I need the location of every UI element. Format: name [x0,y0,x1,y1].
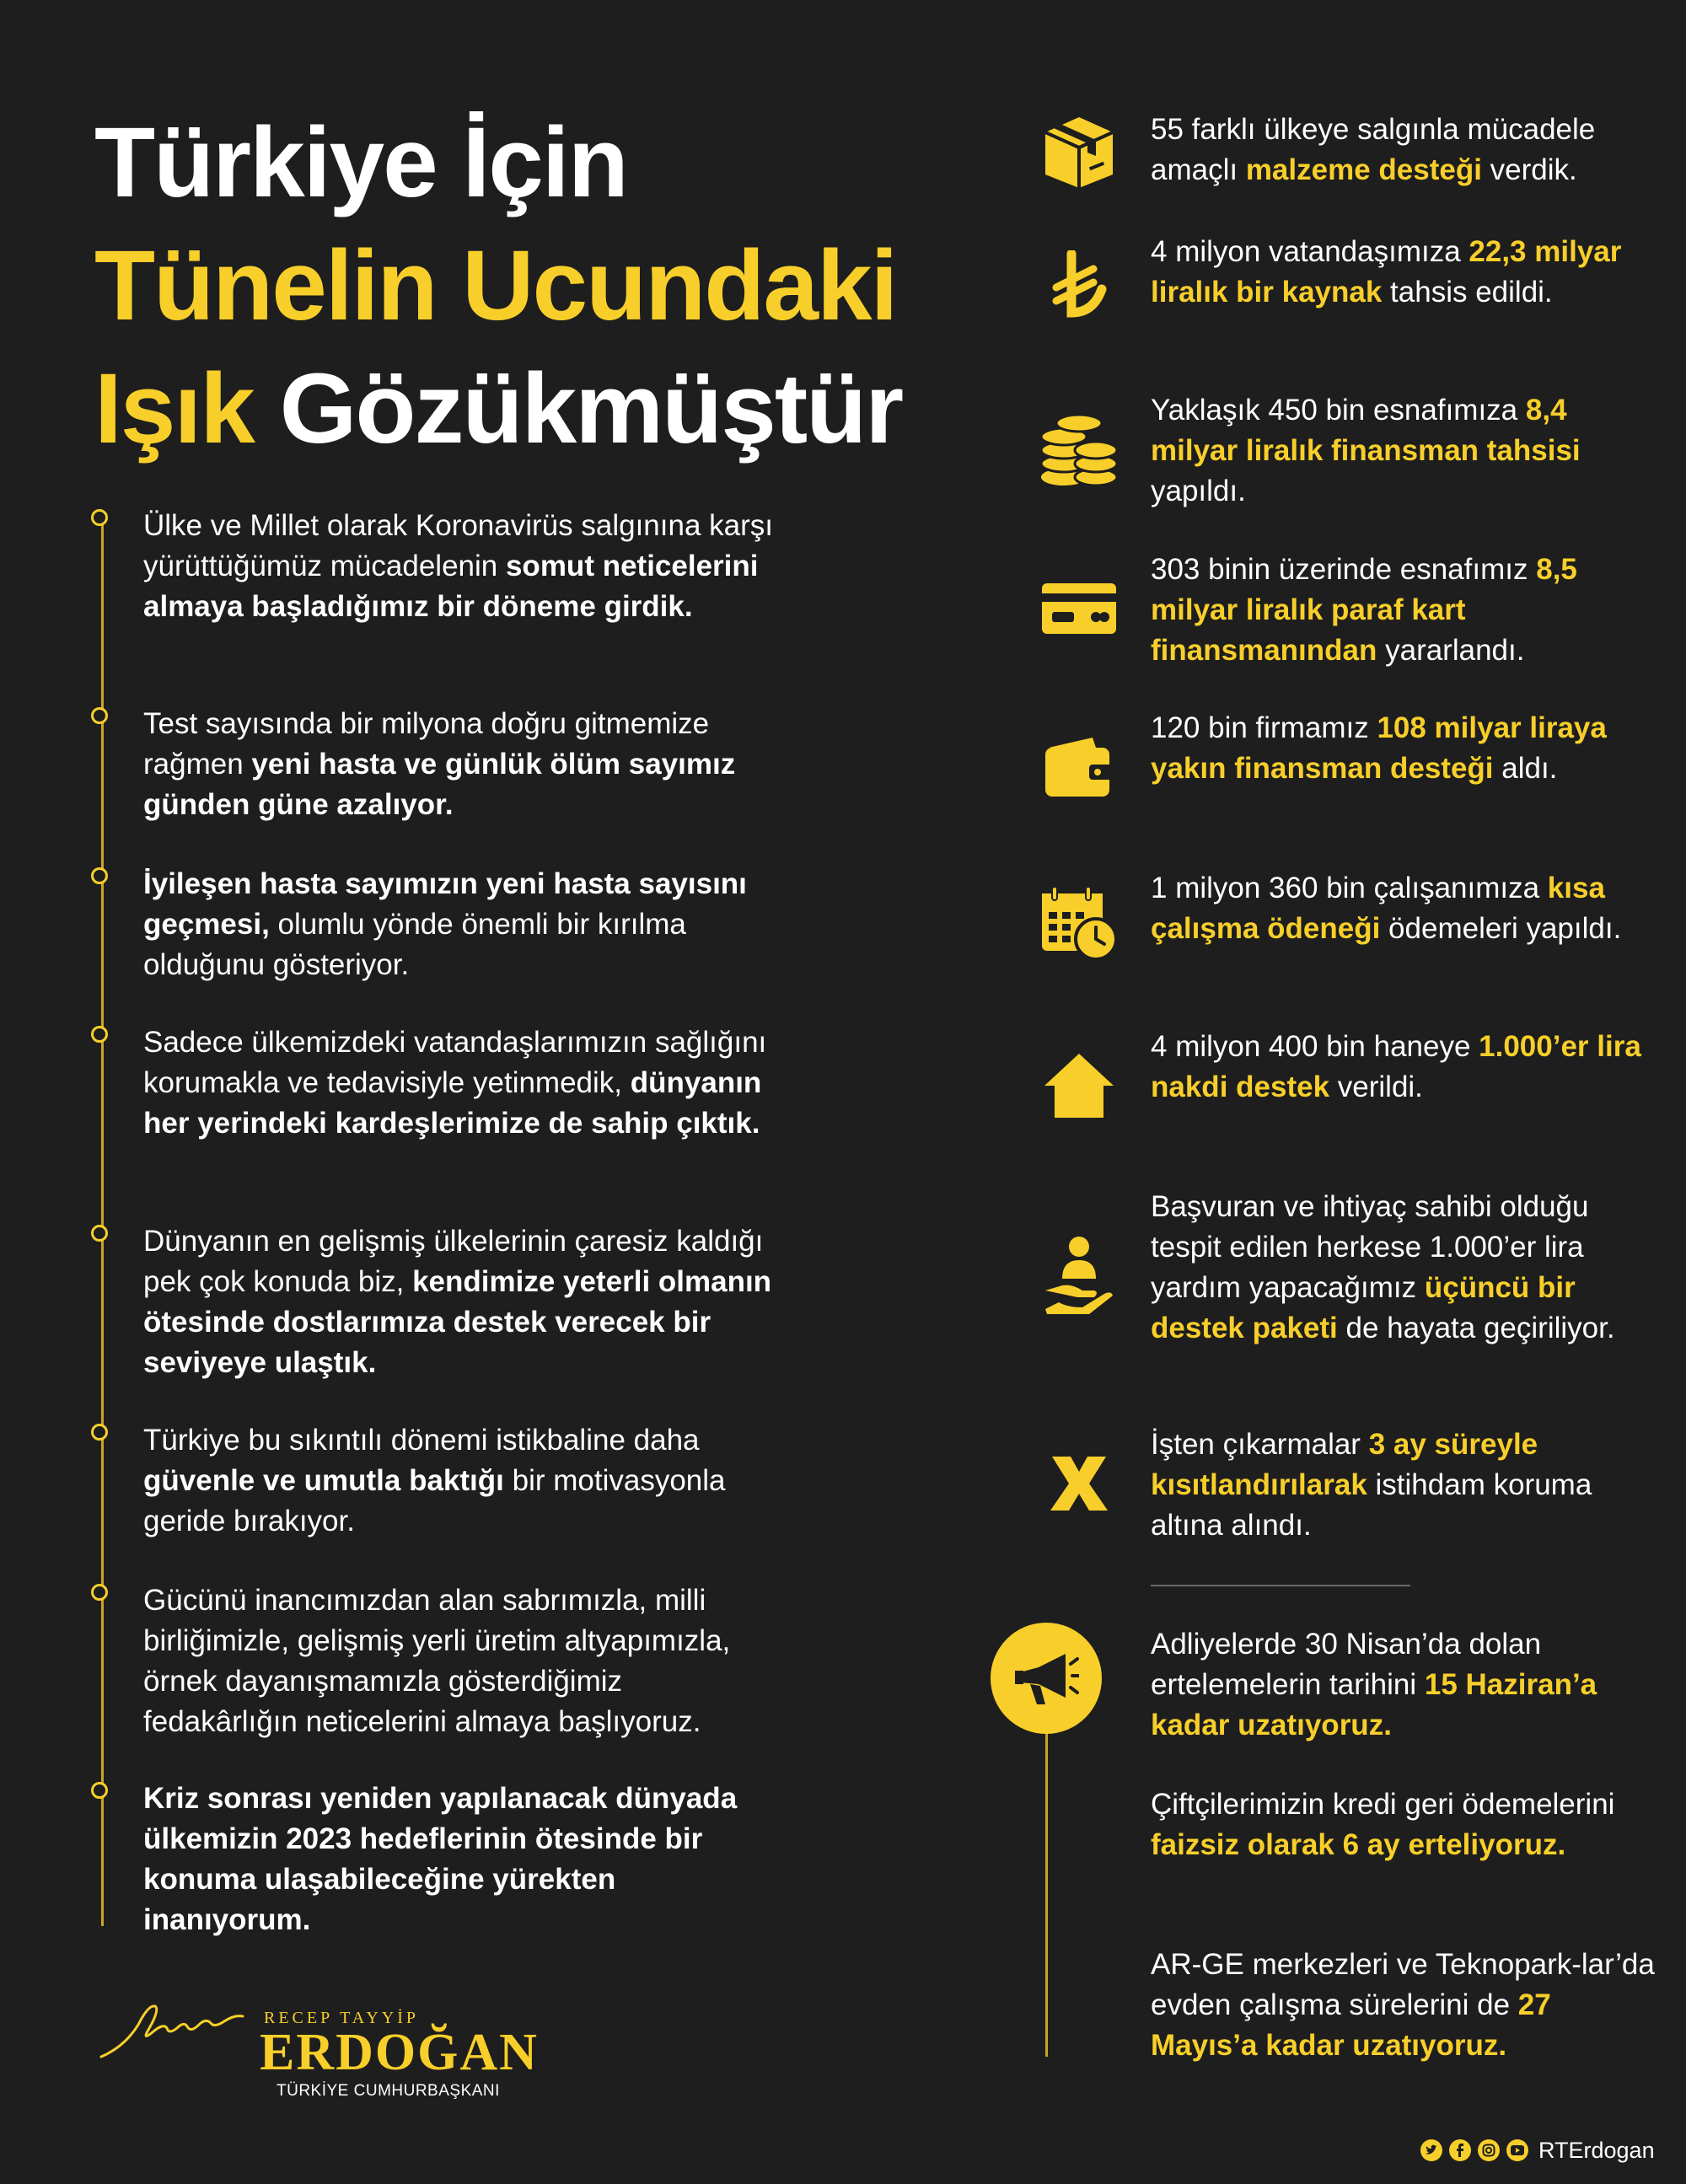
support-item-7 [1151,1027,1656,1108]
announcement-text: Çiftçilerimizin kredi geri ödemelerini [1151,1788,1615,1821]
support-item-4 [1151,550,1656,671]
house-icon [1037,1044,1121,1128]
support-text: verildi. [1329,1071,1423,1103]
support-highlight: malzeme desteği [1245,153,1482,186]
title-line-1: Türkiye İçin [94,107,627,218]
announcement-highlight: faizsiz olarak 6 ay erteliyoruz. [1151,1828,1566,1861]
statement-text: Sadece ülkemizdeki vatandaşlarımızın sağlığını korumakla ve tedavisiyle yetinmedik, [143,1026,767,1099]
coins-icon [1037,407,1121,491]
timeline-dot [91,1424,108,1441]
support-item-9 [1151,1425,1656,1546]
statement-bold: somut neticelerini almaya başladığımız bir döneme girdik. [143,550,759,623]
statement-text: Türkiye bu sıkıntılı dönemi istikbaline daha [143,1424,700,1457]
statement-bold: yeni hasta ve günlük ölüm sayımız günden güne azalıyor. [143,748,736,821]
left-statement-8 [143,1779,784,1940]
announcement-1 [1151,1624,1656,1746]
page-title [94,101,902,470]
support-item-6 [1151,868,1656,949]
statement-text: Gücünü inancımızdan alan sabrımızla, milli birliğimizle, gelişmiş yerli üretim altyapımızla, örnek dayanışmamızla gösterdiğimiz fedakârlığın neticelerini almaya başlıyoruz. [143,1584,731,1738]
left-statement-4 [143,1022,784,1144]
youtube-icon[interactable] [1506,2139,1528,2161]
left-statement-3 [143,864,784,985]
statement-text: Ülke ve Millet olarak Koronavirüs salgınına karşı yürüttüğümüz mücadelenin [143,509,773,582]
wallet-icon [1037,725,1121,809]
support-item-2 [1151,232,1656,313]
lira-icon [1037,244,1121,329]
announcement-text: Adliyelerde 30 Nisan’da dolan ertelemelerin tarihini [1151,1628,1542,1701]
support-text: 120 bin firmamız [1151,711,1377,744]
social-handle[interactable]: RTErdogan [1538,2137,1655,2163]
support-highlight: 8,5 milyar liralık paraf kart finansmanından [1151,553,1577,667]
statement-bold: güvenle ve umutla baktığı [143,1464,504,1497]
support-text: ödemeleri yapıldı. [1380,912,1622,945]
announcement-text: AR-GE merkezleri ve Teknopark-lar’da evden çalışma sürelerini de [1151,1948,1655,2021]
left-statement-7 [143,1580,784,1742]
support-text: Yaklaşık 450 bin esnafımıza [1151,394,1526,427]
statement-bold: İyileşen hasta sayımızın yeni hasta sayısını geçmesi, [143,867,747,941]
left-statement-6 [143,1420,784,1542]
statement-text: bir motivasyonla geride bırakıyor. [143,1464,726,1537]
support-item-1 [1151,110,1656,190]
support-text: Başvuran ve ihtiyaç sahibi olduğu tespit edilen herkese 1.000’er lira yardım yapacağımız [1151,1190,1589,1304]
support-highlight: 3 ay süreyle kısıtlandırılarak [1151,1428,1538,1501]
support-text: 303 binin üzerinde esnafımız [1151,553,1537,586]
statement-bold: dünyanın her yerindeki kardeşlerimize de sahip çıktık. [143,1066,762,1140]
support-highlight: 1.000’er lira nakdi destek [1151,1030,1641,1103]
section-divider [1151,1585,1410,1586]
signature-first-name: RECEP TAYYİP [264,2009,420,2027]
support-text: yararlandı. [1377,634,1525,667]
timeline-dot [91,867,108,884]
title-line-3-rest: Gözükmüştür [279,353,903,464]
support-text: aldı. [1493,752,1558,785]
support-highlight: üçüncü bir destek paketi [1151,1271,1576,1344]
handwritten-signature [99,1972,268,2065]
megaphone-badge [991,1623,1102,1734]
support-highlight: kısa çalışma ödeneği [1151,872,1605,945]
support-text: 4 milyon vatandaşımıza [1151,235,1469,268]
left-timeline-line [101,514,104,1926]
support-text: 55 farklı ülkeye salgınla mücadele amaçlı [1151,113,1596,186]
support-text: de hayata geçiriliyor. [1337,1312,1615,1344]
statement-bold: Kriz sonrası yeniden yapılanacak dünyada ülkemizin 2023 hedeflerinin ötesinde bir konuma ulaşabileceğine yürekten inanıyorum. [143,1782,738,1936]
left-statement-5 [143,1221,784,1383]
signature-block [99,1972,538,2107]
twitter-icon[interactable] [1420,2139,1442,2161]
support-item-3 [1151,390,1656,512]
title-line-3 [94,347,902,470]
left-statement-1 [143,506,784,627]
signature-last-name: ERDOĞAN [260,2024,539,2081]
support-text: 4 milyon 400 bin haneye [1151,1030,1479,1063]
timeline-dot [91,1225,108,1242]
timeline-dot [91,707,108,724]
title-accent-word: Işık [94,353,254,464]
credit-card-icon [1037,566,1121,651]
x-icon [1037,1441,1121,1526]
support-text: istihdam koruma altına alındı. [1151,1468,1592,1542]
support-highlight: 108 milyar liraya yakın finansman desteği [1151,711,1607,785]
support-highlight: 8,4 milyar liralık finansman tahsisi [1151,394,1581,467]
statement-bold: kendimize yeterli olmanın ötesinde dostlarımıza destek verecek bir seviyeye ulaştık. [143,1265,772,1379]
support-text: 1 milyon 360 bin çalışanımıza [1151,872,1548,904]
support-item-8 [1151,1187,1656,1349]
instagram-icon[interactable] [1478,2139,1500,2161]
support-text: verdik. [1481,153,1577,186]
support-text: İşten çıkarmalar [1151,1428,1369,1461]
announcement-highlight: 27 Mayıs’a kadar uzatıyoruz. [1151,1988,1551,2062]
timeline-dot [91,509,108,526]
announcement-highlight: 15 Haziran’a kadar uzatıyoruz. [1151,1668,1597,1741]
support-item-5 [1151,708,1656,789]
signature-role: TÜRKİYE CUMHURBAŞKANI [277,2082,500,2100]
timeline-dot [91,1584,108,1601]
left-statement-2 [143,704,784,825]
calendar-clock-icon [1037,881,1121,965]
statement-text: Test sayısında bir milyona doğru gitmemize rağmen [143,707,710,781]
facebook-icon[interactable] [1449,2139,1471,2161]
support-highlight: 22,3 milyar liralık bir kaynak [1151,235,1622,309]
timeline-dot [91,1026,108,1043]
support-text: yapıldı. [1151,475,1246,507]
statement-text: olumlu yönde önemli bir kırılma olduğunu gösteriyor. [143,908,686,981]
support-text: tahsis edildi. [1382,276,1553,309]
hand-person-icon [1037,1233,1121,1317]
announcement-2 [1151,1784,1656,1865]
timeline-dot [91,1782,108,1799]
package-icon [1037,110,1121,194]
social-links [1420,2136,1655,2165]
announcement-3 [1151,1945,1656,2066]
megaphone-icon [1013,1649,1079,1708]
title-line-2: Tünelin Ucundaki [94,230,897,341]
statement-text: Dünyanın en gelişmiş ülkelerinin çaresiz kaldığı pek çok konuda biz, [143,1225,764,1298]
